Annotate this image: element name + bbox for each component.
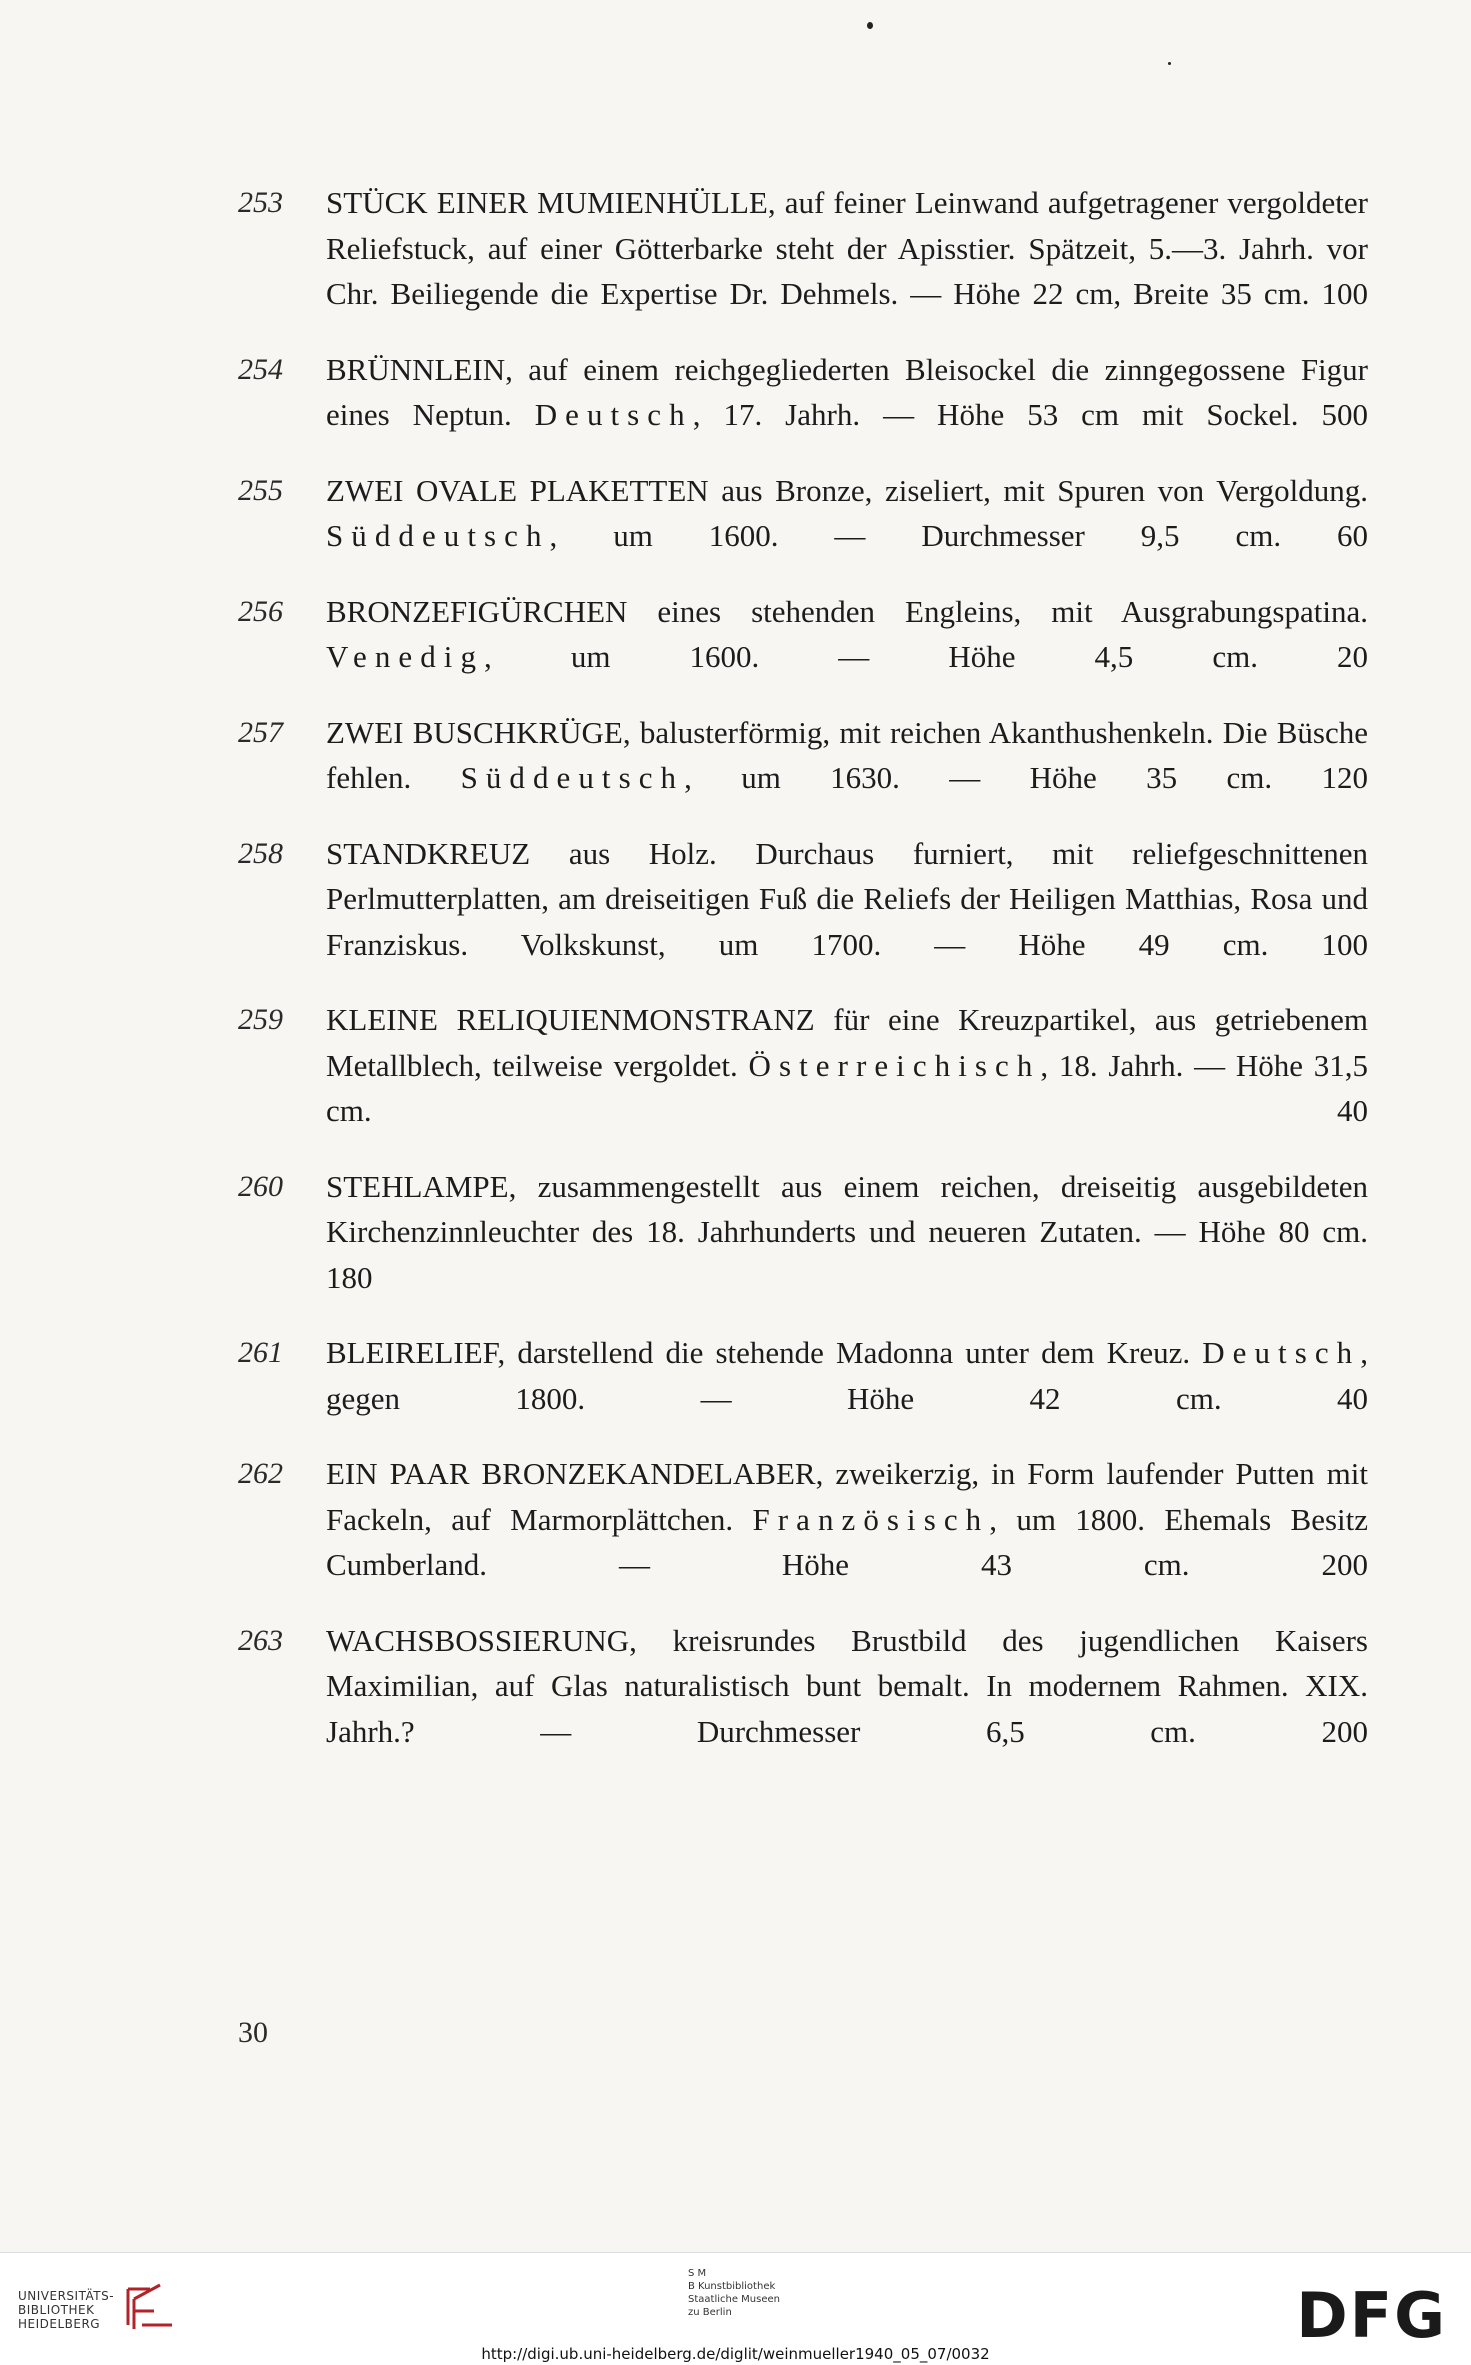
entry-text: , um 1630. — Höhe 35 cm. 120 [684,760,1368,795]
museum-credit-line: zu Berlin [688,2307,732,2318]
speck-mark [1168,62,1171,65]
entry-text: , 17. Jahrh. — Höhe 53 cm mit Sockel. 500 [692,397,1368,432]
speck-mark [867,22,873,29]
footer-bar [0,2252,1471,2365]
entry-origin: Deutsch [534,397,693,432]
catalog-entries [238,180,1368,1784]
catalog-entry [238,710,1368,801]
entry-number: 253 [238,186,283,219]
museum-credit-line: B Kunstbibliothek [688,2281,776,2292]
entry-origin: Süddeutsch [326,518,550,553]
university-name-line: UNIVERSITÄTS- [18,2289,115,2303]
permalink-url[interactable]: http://digi.ub.uni-heidelberg.de/diglit/weinmueller1940_05_07/0032 [481,2345,990,2363]
entry-text: , gegen 1800. — Höhe 42 cm. 40 [326,1335,1368,1416]
entry-text: KLEINE RELIQUIENMONSTRANZ für eine Kreuzpartikel, aus getriebenem Metallblech, teilweise vergoldet. [326,1002,1368,1083]
museum-credit-line: Staatliche Museen [688,2294,780,2305]
entry-text: BRÜNNLEIN, auf einem reichgegliederten Bleisockel die zinngegossene Figur eines Neptun. [326,351,1368,432]
entry-number: 255 [238,473,283,507]
entry-description [326,1164,1368,1301]
catalog-entry [238,589,1368,680]
entry-description [326,347,1368,438]
entry-origin: Französisch [752,1501,990,1537]
entry-number: 258 [238,836,283,870]
entry-description [326,831,1368,968]
catalog-entry [238,1618,1368,1755]
entry-text: EIN PAAR BRONZEKANDELABER, zweikerzig, in Form laufender Putten mit Fackeln, auf Marmorplättchen. [326,1456,1368,1537]
entry-text: WACHSBOSSIERUNG, kreisrundes Brustbild des jugendlichen Kaisers Maximilian, auf Glas naturalistisch bunt bemalt. In modernem Rahmen. XIX. Jahrh.? — Durchmesser 6,5 cm. 200 [326,1622,1368,1749]
entry-text: 100 [1321,276,1368,311]
university-name-line: BIBLIOTHEK [18,2303,95,2317]
entry-text: ZWEI OVALE PLAKETTEN aus Bronze, ziseliert, mit Spuren von Vergoldung. [326,472,1368,508]
entry-description [326,180,1368,317]
museum-credit-line: S M [688,2268,707,2279]
entry-number: 259 [238,1003,283,1036]
entry-description [326,468,1368,559]
entry-text: , um 1600. — Durchmesser 9,5 cm. 60 [549,518,1368,553]
catalog-entry [238,1164,1368,1301]
catalog-entry [238,1330,1368,1421]
entry-number: 254 [238,352,283,386]
catalog-entry [238,997,1368,1134]
entry-text: STANDKREUZ aus Holz. Durchaus furniert, mit reliefgeschnittenen Perlmutterplatten, am dreiseitigen Fuß die Reliefs der Heiligen Matthias, Rosa und Franziskus. Volkskunst, um 1700. — Höhe 49 cm. 100 [326,835,1368,962]
catalog-entry [238,468,1368,559]
entry-description [326,1618,1368,1755]
entry-number: 257 [238,715,283,749]
entry-description [326,589,1368,680]
entry-text: , 18. Jahrh. — Höhe 31,5 cm. 40 [326,1047,1368,1128]
catalog-entry [238,831,1368,968]
catalog-entry [238,1451,1368,1588]
entry-text: BLEIRELIEF, darstellend die stehende Madonna unter dem Kreuz. [326,1335,1203,1370]
entry-text: BRONZEFIGÜRCHEN eines stehenden Engleins, mit Ausgrabungspatina. [326,593,1368,629]
entry-text: STÜCK EINER MUMIENHÜLLE, auf feiner Leinwand aufgetragener vergoldeter Reliefstuck, auf einer Götterbarke steht der Apisstier. Spätzeit, 5.—3. Jahrh. vor Chr. Beiliegende die Expertise Dr. Dehmels. — Höhe 22 cm, Breite 35 cm. [326,185,1368,311]
catalog-entry [238,347,1368,438]
entry-number: 260 [238,1169,283,1203]
entry-text: , um 1600. — Höhe 4,5 cm. 20 [484,639,1368,674]
entry-origin: Deutsch [1202,1335,1361,1370]
entry-origin: Venedig [326,639,485,674]
entry-description [326,710,1368,801]
entry-description [326,997,1368,1134]
entry-description [326,1451,1368,1588]
dfg-logo[interactable]: DFG [1296,2279,1447,2352]
museum-credit [688,2267,780,2319]
entry-text: ZWEI BUSCHKRÜGE, balusterförmig, mit reichen Akanthushenkeln. Die Büsche fehlen. [326,714,1368,795]
university-name-line: HEIDELBERG [18,2317,101,2331]
entry-text: STEHLAMPE, zusammengestellt aus einem reichen, dreiseitig ausgebildeten Kirchenzinnleuchter des 18. Jahrhunderts und neueren Zutaten. — Höhe 80 cm. 180 [326,1168,1368,1295]
entry-number: 263 [238,1623,283,1657]
entry-origin: Süddeutsch [460,760,685,795]
university-logo[interactable] [18,2289,114,2331]
entry-text: , um 1800. Ehemals Besitz Cumberland. — Höhe 43 cm. 200 [326,1501,1368,1582]
entry-number: 256 [238,594,283,628]
catalog-entry [238,180,1368,317]
entry-origin: Österreichisch [748,1047,1041,1083]
page-number: 30 [238,2016,268,2049]
entry-description [326,1330,1368,1421]
entry-number: 262 [238,1457,283,1490]
entry-number: 261 [238,1336,283,1369]
university-emblem-icon [120,2281,180,2333]
